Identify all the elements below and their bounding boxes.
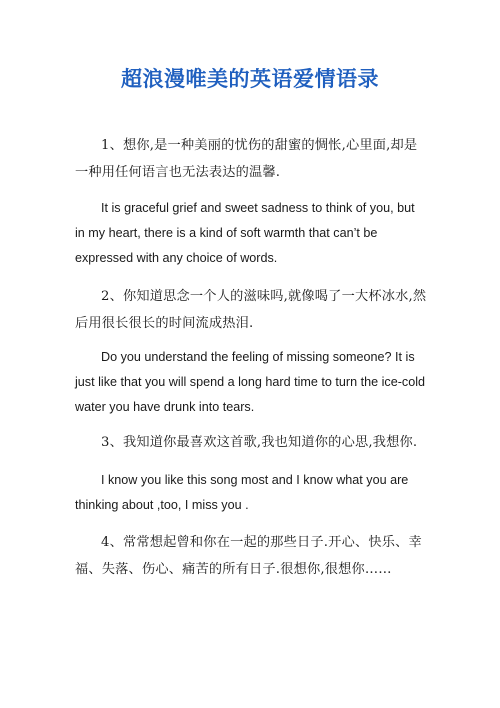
document-title: 超浪漫唯美的英语爱情语录 (121, 67, 379, 91)
quote-1-english: It is graceful grief and sweet sadness to think of you, but in my heart, there is a kind of soft warmth that can’t be expressed with any choice of words. (75, 201, 415, 265)
quote-2-chinese: 2、你知道思念一个人的滋味吗,就像喝了一大杯冰水,然后用很长很长的时间流成热泪. (75, 289, 427, 331)
quote-4-chinese: 4、常常想起曾和你在一起的那些日子.开心、快乐、幸福、失落、伤心、痛苦的所有日子.很想你,很想你…… (75, 535, 422, 577)
quote-2-english: Do you understand the feeling of missing someone? It is just like that you will spend a long hard time to turn the ice-cold water you have drunk into tears. (75, 350, 426, 414)
quote-3-english: I know you like this song most and I know what you are thinking about ,too, I miss you . (75, 473, 409, 512)
quote-1-chinese: 1、想你,是一种美丽的忧伤的甜蜜的惆怅,心里面,却是一种用任何语言也无法表达的温馨. (75, 138, 418, 180)
quote-3-chinese: 3、我知道你最喜欢这首歌,我也知道你的心思,我想你. (101, 435, 418, 450)
